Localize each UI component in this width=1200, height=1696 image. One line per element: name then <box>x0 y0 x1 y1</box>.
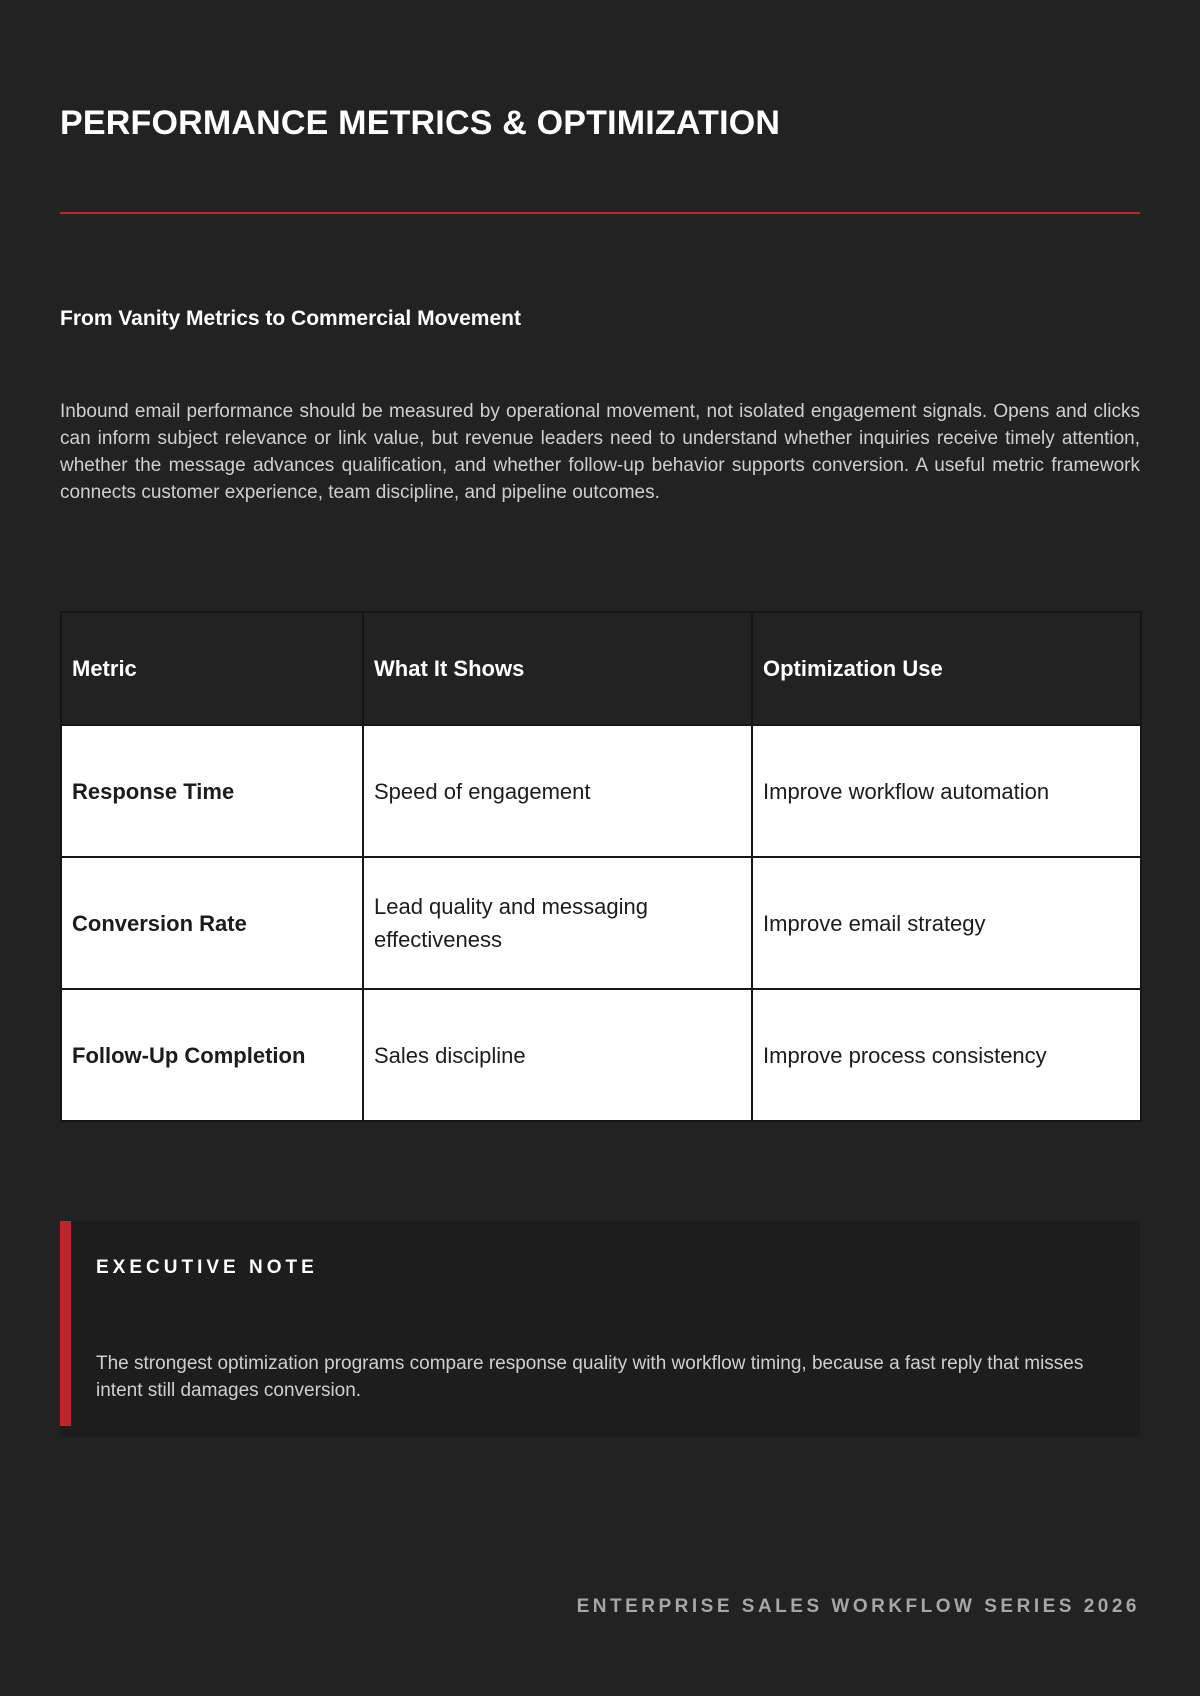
column-header-metric: Metric <box>61 612 363 725</box>
what-it-shows-cell: Sales discipline <box>363 989 752 1121</box>
table-row <box>61 857 1141 989</box>
metric-cell: Conversion Rate <box>61 857 363 989</box>
optimization-use-cell: Improve process consistency <box>752 989 1141 1121</box>
metrics-table <box>60 611 1142 1122</box>
what-it-shows-cell: Speed of engagement <box>363 725 752 857</box>
what-it-shows-cell: Lead quality and messaging effectiveness <box>363 857 752 989</box>
footer-series-label: ENTERPRISE SALES WORKFLOW SERIES 2026 <box>576 1596 1140 1617</box>
metric-cell: Follow-Up Completion <box>61 989 363 1121</box>
section-heading: From Vanity Metrics to Commercial Movement <box>60 307 521 330</box>
callout-accent-bar <box>60 1221 71 1426</box>
page-title: PERFORMANCE METRICS & OPTIMIZATION <box>60 104 781 142</box>
optimization-use-cell: Improve email strategy <box>752 857 1141 989</box>
title-divider <box>60 212 1140 214</box>
table-header-row <box>61 612 1141 725</box>
intro-paragraph: Inbound email performance should be measured by operational movement, not isolated engagement signals. Opens and clicks can inform subject relevance or link value, but revenue leaders need to understand whether inquiries receive timely attention, whether the message advances qualification, and whether follow-up behavior supports conversion. A useful metric framework connects customer experience, team discipline, and pipeline outcomes. <box>60 401 1140 503</box>
executive-note-label: EXECUTIVE NOTE <box>96 1257 318 1278</box>
optimization-use-cell: Improve workflow automation <box>752 725 1141 857</box>
column-header-optimization-use: Optimization Use <box>752 612 1141 725</box>
executive-note-text: The strongest optimization programs compare response quality with workflow timing, because a fast reply that misses intent still damages conversion. <box>96 1353 1084 1401</box>
executive-note-callout <box>60 1221 1140 1437</box>
metric-cell: Response Time <box>61 725 363 857</box>
table-row <box>61 989 1141 1121</box>
column-header-what-it-shows: What It Shows <box>363 612 752 725</box>
table-row <box>61 725 1141 857</box>
